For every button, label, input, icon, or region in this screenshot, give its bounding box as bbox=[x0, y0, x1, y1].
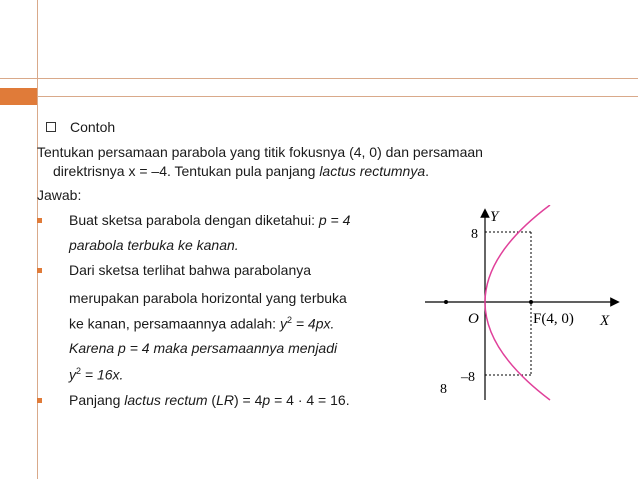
origin-label: O bbox=[468, 311, 479, 327]
problem-italic: lactus rectumnya bbox=[319, 163, 426, 179]
bullet-italic: p = 4 bbox=[318, 212, 351, 228]
left-margin-line bbox=[37, 0, 38, 479]
bullet-1-line-2: parabola terbuka ke kanan. bbox=[69, 237, 239, 253]
superscript: 2 bbox=[286, 315, 292, 325]
bullet-text: ( bbox=[207, 392, 217, 408]
x-axis-label: X bbox=[600, 313, 610, 329]
bullet-text: Buat sketsa parabola dengan diketahui: bbox=[69, 212, 319, 228]
bullet-1-text bbox=[69, 212, 350, 228]
square-bullet-icon bbox=[37, 218, 42, 223]
bullet-2-line-3 bbox=[69, 315, 334, 332]
bullet-italic: lactus rectum bbox=[124, 392, 208, 408]
bullet-text: Panjang bbox=[69, 392, 125, 408]
square-bullet-icon bbox=[37, 398, 42, 403]
title-rule bbox=[37, 96, 638, 97]
bullet-italic: p bbox=[262, 392, 271, 408]
bullet-italic: y bbox=[69, 366, 76, 383]
y-axis-label: Y bbox=[490, 209, 499, 225]
contoh-heading bbox=[46, 119, 115, 135]
bullet-text: = 4 · 4 = 16. bbox=[270, 392, 350, 408]
bullet-italic: LR bbox=[216, 392, 234, 408]
jawab-label: Jawab: bbox=[37, 187, 82, 203]
bullet-3-text bbox=[69, 392, 350, 408]
bullet-italic: = 4px. bbox=[291, 315, 335, 332]
square-bullet-icon bbox=[37, 268, 42, 273]
parabola-graph bbox=[415, 205, 625, 405]
accent-bar bbox=[0, 88, 37, 105]
contoh-label: Contoh bbox=[70, 119, 116, 135]
problem-period: . bbox=[425, 163, 430, 179]
bullet-2-line-5 bbox=[69, 366, 123, 383]
checkbox-bullet-icon bbox=[46, 122, 56, 132]
bullet-italic: y bbox=[279, 315, 287, 332]
left-point bbox=[444, 300, 448, 304]
bullet-2-line-4: Karena p = 4 maka persamaannya menjadi bbox=[69, 340, 338, 356]
focus-label: F(4, 0) bbox=[533, 311, 574, 327]
problem-line-2 bbox=[37, 162, 597, 181]
problem-text: direktrisnya x = –4. Tentukan pula panjang bbox=[53, 163, 320, 179]
bullet-italic: = 16x. bbox=[81, 366, 124, 383]
bullet-2-line-1: Dari sketsa terlihat bahwa parabolanya bbox=[69, 262, 312, 278]
bullet-text: ke kanan, persamaannya adalah: bbox=[69, 315, 280, 332]
tick-left-label: 8 bbox=[440, 382, 447, 397]
tick-pos-label: 8 bbox=[471, 227, 478, 242]
bullet-2-line-2: merupakan parabola horizontal yang terbuka bbox=[69, 290, 347, 306]
superscript: 2 bbox=[76, 366, 82, 376]
focus-point bbox=[529, 300, 533, 304]
problem-statement bbox=[37, 143, 597, 181]
problem-line-1: Tentukan persamaan parabola yang titik fokusnya (4, 0) dan persamaan bbox=[37, 144, 483, 160]
header-divider bbox=[0, 78, 638, 79]
bullet-text: ) = 4 bbox=[234, 392, 263, 408]
tick-neg-label: –8 bbox=[461, 370, 475, 385]
